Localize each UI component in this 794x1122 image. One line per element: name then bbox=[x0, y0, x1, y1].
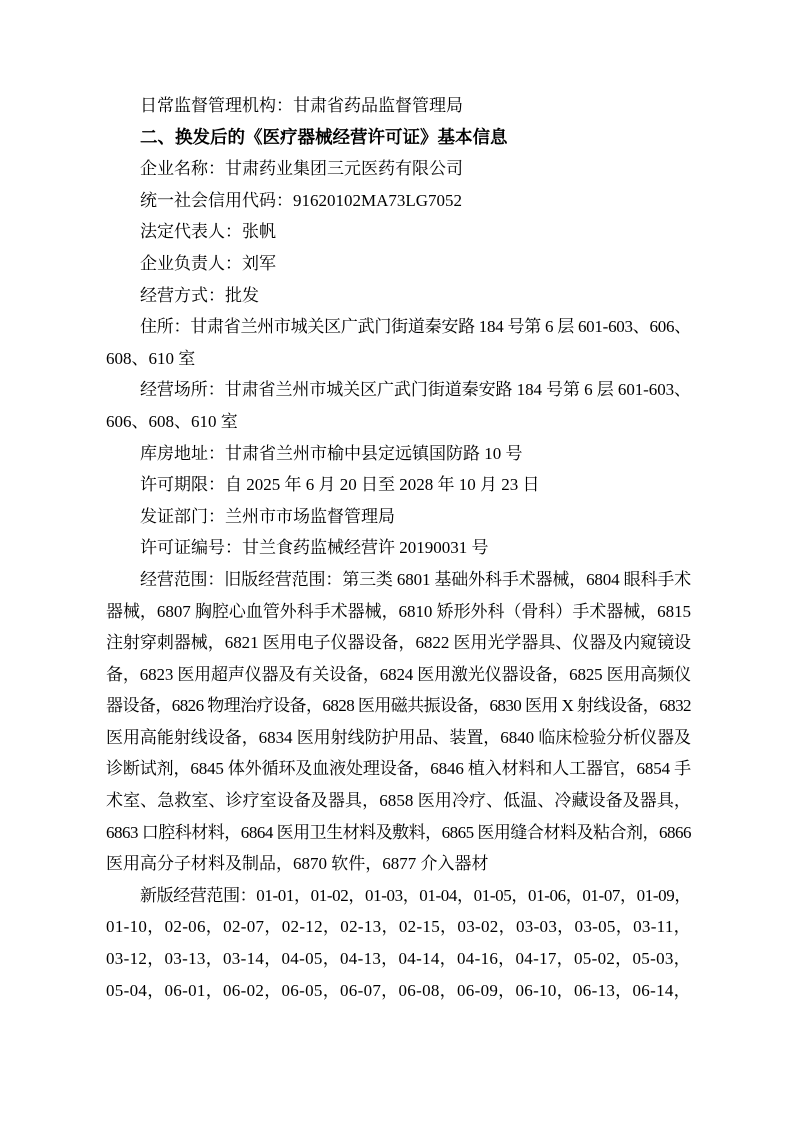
text-line bbox=[106, 880, 691, 912]
text-line bbox=[106, 406, 691, 438]
text-line-content: 法定代表人：张帆 bbox=[140, 222, 276, 242]
text-line bbox=[106, 848, 691, 880]
text-line bbox=[106, 564, 691, 596]
text-line bbox=[106, 216, 691, 248]
text-line bbox=[106, 311, 691, 343]
text-line bbox=[106, 469, 691, 501]
text-line bbox=[106, 975, 691, 1007]
text-line-content: 企业负责人：刘军 bbox=[140, 253, 276, 273]
text-line bbox=[106, 722, 691, 754]
text-line bbox=[106, 943, 691, 975]
text-line bbox=[106, 374, 691, 406]
text-line-content: 日常监督管理机构：甘肃省药品监督管理局 bbox=[140, 96, 463, 115]
text-line-content: 606、608、610 室 bbox=[106, 411, 238, 431]
text-line bbox=[106, 690, 691, 722]
text-line-content: 经营场所：甘肃省兰州市城关区广武门街道秦安路 184 号第 6 层 601-603、 bbox=[140, 380, 691, 400]
text-line-content: 医用高分子材料及制品，6870 软件，6877 介入器材 bbox=[106, 854, 489, 874]
section-heading bbox=[106, 122, 691, 154]
text-line bbox=[106, 153, 691, 185]
document-body bbox=[106, 90, 691, 1006]
text-line-content: 企业名称：甘肃药业集团三元医药有限公司 bbox=[140, 159, 463, 179]
text-line-content: 许可证编号：甘兰食药监械经营许 20190031 号 bbox=[140, 538, 489, 558]
text-line-content: 备，6823 医用超声仪器及有关设备，6824 医用激光仪器设备，6825 医用高频仪 bbox=[106, 664, 691, 684]
text-line-content: 器设备，6826 物理治疗设备，6828 医用磁共振设备，6830 医用 X 射线设备，6832 bbox=[106, 696, 691, 716]
text-line bbox=[106, 659, 691, 691]
text-line-content: 经营方式：批发 bbox=[140, 285, 259, 305]
text-line bbox=[106, 248, 691, 280]
text-line bbox=[106, 911, 691, 943]
text-line-content: 库房地址：甘肃省兰州市榆中县定远镇国防路 10 号 bbox=[140, 443, 523, 463]
text-line bbox=[106, 280, 691, 312]
text-line-content: 注射穿刺器械，6821 医用电子仪器设备，6822 医用光学器具、仪器及内窥镜设 bbox=[106, 633, 691, 653]
text-line bbox=[106, 817, 691, 849]
text-line-content: 01-10，02-06，02-07，02-12，02-13，02-15，03-02，03-03，03-05，03-11， bbox=[106, 917, 691, 937]
text-line bbox=[106, 501, 691, 533]
text-line-content: 发证部门：兰州市市场监督管理局 bbox=[140, 506, 395, 526]
text-line-content: 6863 口腔科材料，6864 医用卫生材料及敷料，6865 医用缝合材料及粘合剂，6866 bbox=[106, 822, 691, 842]
text-line-content: 新版经营范围：01-01，01-02，01-03，01-04，01-05，01-06，01-07，01-09， bbox=[140, 885, 691, 905]
text-line-content: 经营范围：旧版经营范围：第三类 6801 基础外科手术器械，6804 眼科手术 bbox=[140, 569, 691, 589]
text-line bbox=[106, 90, 691, 122]
text-line bbox=[106, 185, 691, 217]
text-line-content: 住所：甘肃省兰州市城关区广武门街道秦安路 184 号第 6 层 601-603、606、 bbox=[140, 317, 691, 337]
text-line bbox=[106, 532, 691, 564]
text-line-content: 医用高能射线设备，6834 医用射线防护用品、装置，6840 临床检验分析仪器及 bbox=[106, 727, 691, 747]
text-line-content: 二、换发后的《医疗器械经营许可证》基本信息 bbox=[140, 126, 508, 147]
text-line-content: 许可期限：自 2025 年 6 月 20 日至 2028 年 10 月 23 日 bbox=[140, 475, 540, 495]
text-line-content: 器械，6807 胸腔心血管外科手术器械，6810 矫形外科（骨科）手术器械，6815 bbox=[106, 601, 691, 621]
text-line-content: 诊断试剂，6845 体外循环及血液处理设备，6846 植入材料和人工器官，6854 手 bbox=[106, 759, 691, 779]
text-line-content: 统一社会信用代码：91620102MA73LG7052 bbox=[140, 190, 463, 210]
text-line-content: 03-12，03-13，03-14，04-05，04-13，04-14，04-16，04-17，05-02，05-03， bbox=[106, 949, 691, 969]
text-line bbox=[106, 343, 691, 375]
text-line-content: 05-04，06-01，06-02，06-05，06-07，06-08，06-09，06-10，06-13，06-14， bbox=[106, 980, 691, 1000]
text-line bbox=[106, 785, 691, 817]
text-line bbox=[106, 596, 691, 628]
text-line bbox=[106, 438, 691, 470]
text-line bbox=[106, 627, 691, 659]
text-line-content: 术室、急救室、诊疗室设备及器具，6858 医用冷疗、低温、冷藏设备及器具， bbox=[106, 791, 691, 811]
text-line bbox=[106, 753, 691, 785]
text-line-content: 608、610 室 bbox=[106, 348, 196, 368]
